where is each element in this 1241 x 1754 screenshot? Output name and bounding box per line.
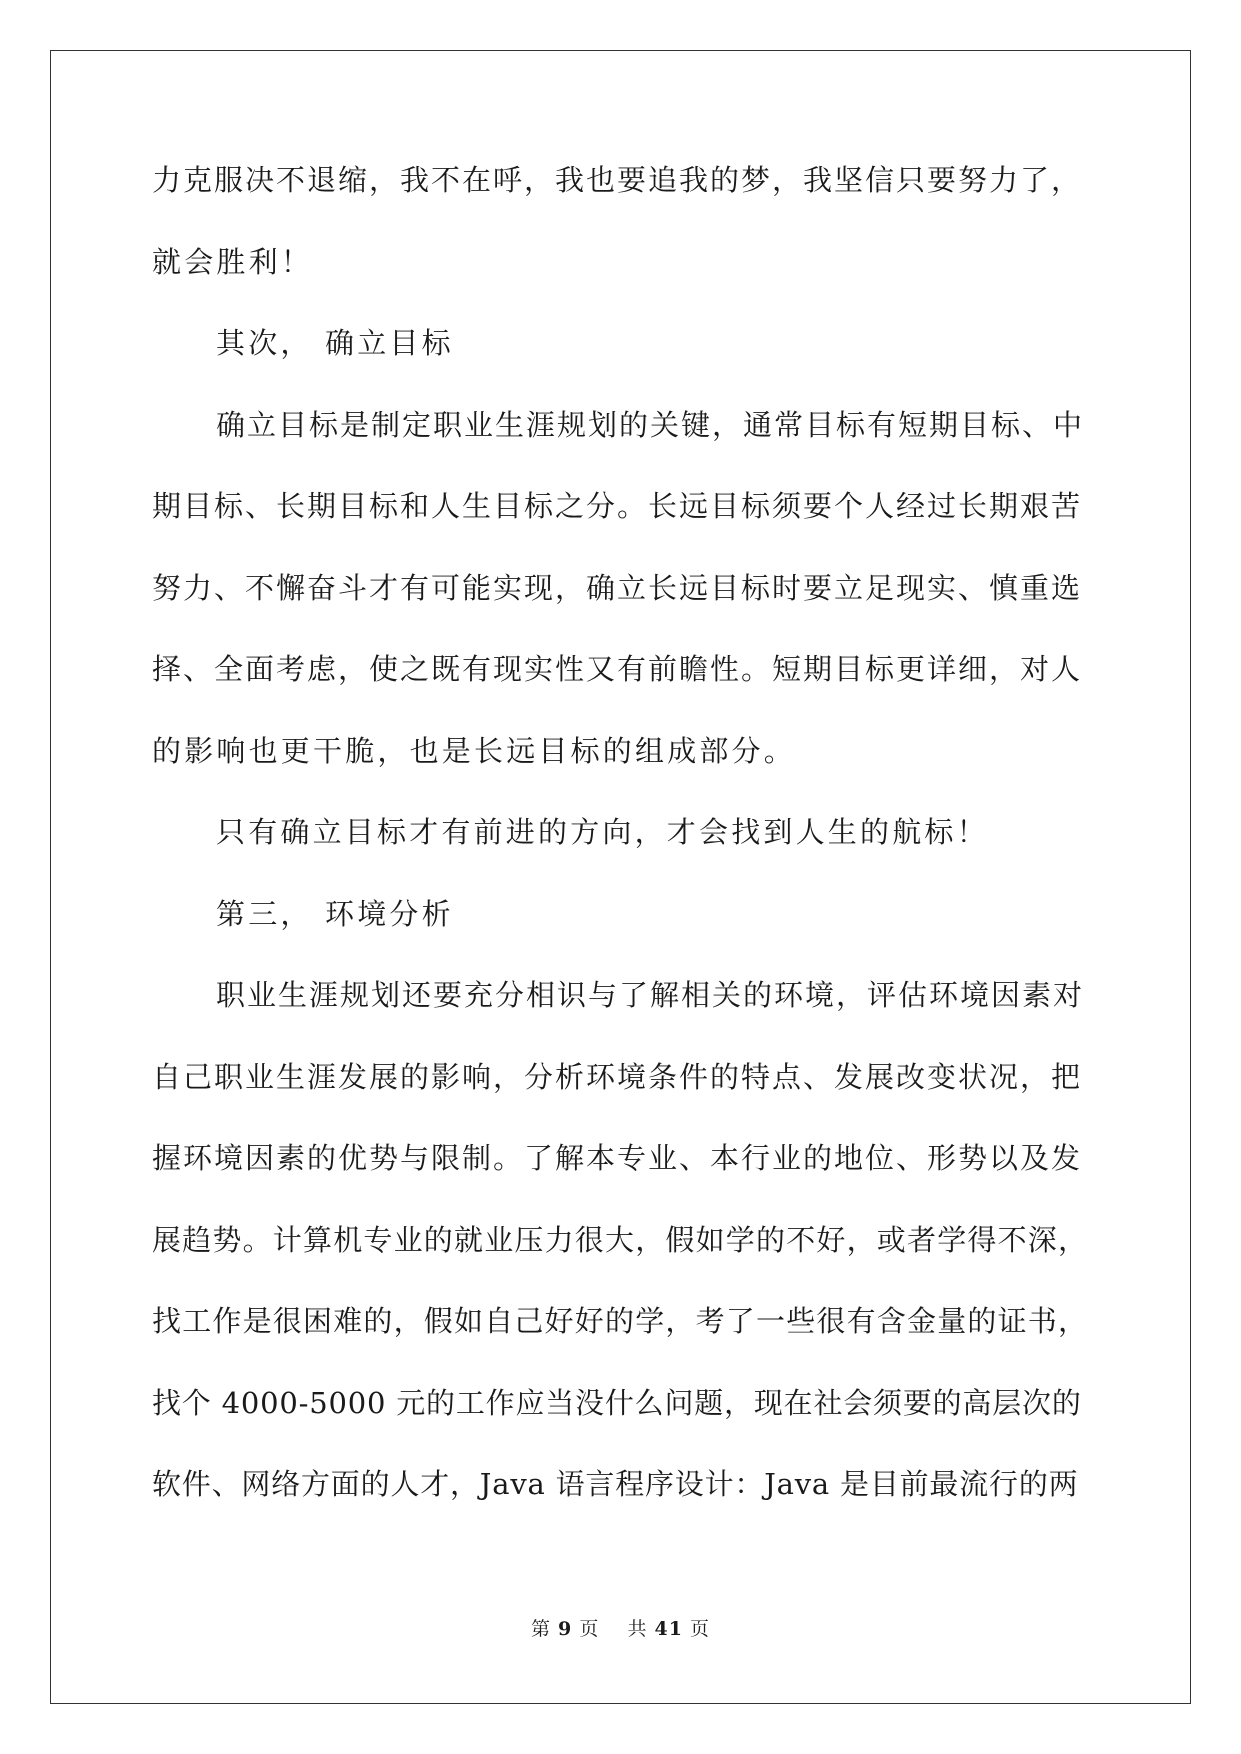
footer-total-unit: 页	[690, 1618, 711, 1640]
text-line: 努力、不懈奋斗才有可能实现，确立长远目标时要立足现实、慎重选	[152, 570, 1083, 605]
text-line: 期目标、长期目标和人生目标之分。长远目标须要个人经过长期艰苦	[152, 489, 1083, 523]
footer-prefix: 第	[530, 1618, 551, 1640]
page-number: 9	[558, 1618, 573, 1640]
text-line: 找个 4000-5000 元的工作应当没什么问题，现在社会须要的高层次的	[152, 1385, 1082, 1420]
text-line: 力克服决不退缩，我不在呼，我也要追我的梦，我坚信只要努力了，	[152, 163, 1083, 197]
text-line: 只有确立目标才有前进的方向，才会找到人生的航标！	[216, 815, 989, 849]
section-heading: 其次， 确立目标	[216, 326, 454, 360]
text-line: 握环境因素的优势与限制。了解本专业、本行业的地位、形势以及发	[152, 1141, 1083, 1175]
text-line: 确立目标是制定职业生涯规划的关键，通常目标有短期目标、中	[216, 407, 1085, 442]
text-line: 展趋势。计算机专业的就业压力很大，假如学的不好，或者学得不深，	[152, 1222, 1089, 1257]
total-pages: 41	[654, 1618, 683, 1640]
text-line: 择、全面考虑，使之既有现实性又有前瞻性。短期目标更详细，对人	[152, 652, 1083, 686]
text-line: 软件、网络方面的人才，Java 语言程序设计：Java 是目前最流行的两	[152, 1467, 1079, 1501]
footer-total-prefix: 共	[627, 1618, 648, 1640]
text-line: 自己职业生涯发展的影响，分析环境条件的特点、发展改变状况，把	[152, 1059, 1083, 1094]
text-line: 的影响也更干脆，也是长远目标的组成部分。	[152, 733, 797, 768]
text-line: 找工作是很困难的，假如自己好好的学，考了一些很有含金量的证书，	[152, 1304, 1089, 1338]
footer-page-unit: 页	[579, 1618, 600, 1640]
document-body	[152, 160, 1092, 1546]
text-line: 职业生涯规划还要充分相识与了解相关的环境，评估环境因素对	[216, 978, 1085, 1012]
section-heading: 第三， 环境分析	[216, 896, 454, 931]
page-footer	[0, 1617, 1241, 1641]
text-line: 就会胜利！	[152, 244, 314, 279]
